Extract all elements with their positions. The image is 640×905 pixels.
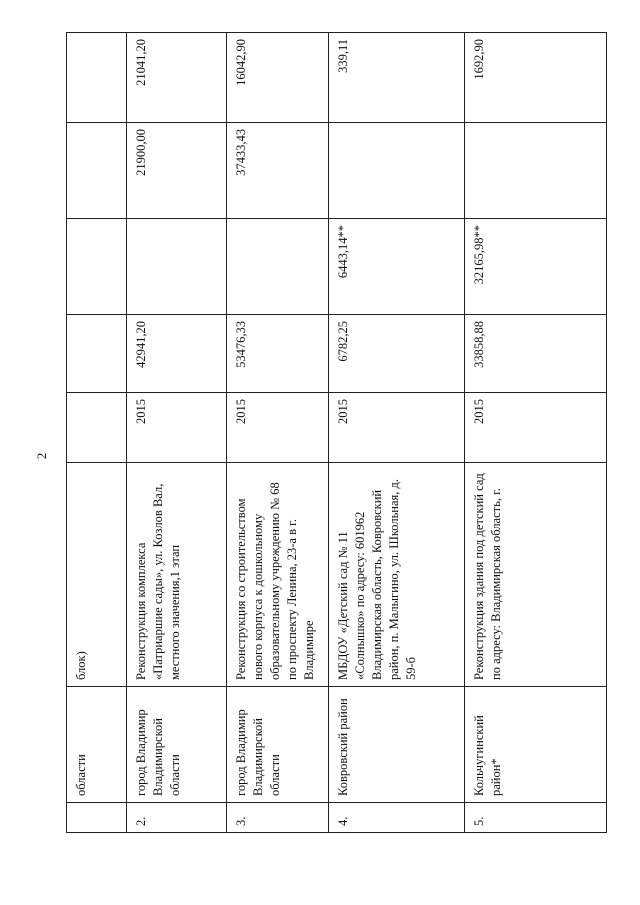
row-number: 5. [465,803,607,833]
row-object: Реконструкция комплекса «Патриаршие сады», ул. Козлов Вал, местного значения,1 этап [127,463,227,687]
header-cell-object: блок) [67,463,127,687]
row-area: Кольчугинский район* [465,687,607,803]
row-col6 [127,219,227,315]
row-cost: 6782,25 [329,315,465,393]
row-col6: 32165,98** [465,219,607,315]
table-row [127,33,227,833]
row-col7 [329,123,465,219]
rotated-table-container [66,33,606,833]
row-year: 2015 [465,393,607,463]
row-col6 [227,219,329,315]
row-col8: 1692,90 [465,33,607,123]
row-object: Реконструкция здания под детский сад по адресу: Владимирская область, г. [465,463,607,687]
header-cell-area: области [67,687,127,803]
row-number: 4. [329,803,465,833]
row-year: 2015 [329,393,465,463]
row-cost: 33858,88 [465,315,607,393]
table-header-continuation-row [67,33,127,833]
header-cell-num [67,803,127,833]
header-cell-year [67,393,127,463]
projects-table [66,32,607,833]
row-area: город Владимир Владимирской области [127,687,227,803]
table-row [329,33,465,833]
row-year: 2015 [127,393,227,463]
table-row [227,33,329,833]
row-col7 [465,123,607,219]
row-area: Ковровский район [329,687,465,803]
header-cell-col7 [67,123,127,219]
row-col8: 339,11 [329,33,465,123]
header-cell-cost [67,315,127,393]
row-col6: 6443,14** [329,219,465,315]
row-col7: 37433,43 [227,123,329,219]
table-row [465,33,607,833]
row-object: МБДОУ «Детский сад № 11 «Солнышко» по адресу: 601962 Владимирская область, Ковровский район, п. Малыгино, ул. Школьная, д. 59-б [329,463,465,687]
row-area: город Владимир Владимирской области [227,687,329,803]
row-number: 3. [227,803,329,833]
header-cell-col6 [67,219,127,315]
row-cost: 42941,20 [127,315,227,393]
row-col8: 16042,90 [227,33,329,123]
page-number: 2 [34,452,49,460]
row-col8: 21041,20 [127,33,227,123]
row-cost: 53476,33 [227,315,329,393]
header-cell-col8 [67,33,127,123]
row-object: Реконструкция со строительством нового корпуса к дошкольному образовательному учреждению № 68 по проспекту Ленина, 23-а в г. Владимире [227,463,329,687]
row-number: 2. [127,803,227,833]
row-col7: 21900,00 [127,123,227,219]
row-year: 2015 [227,393,329,463]
